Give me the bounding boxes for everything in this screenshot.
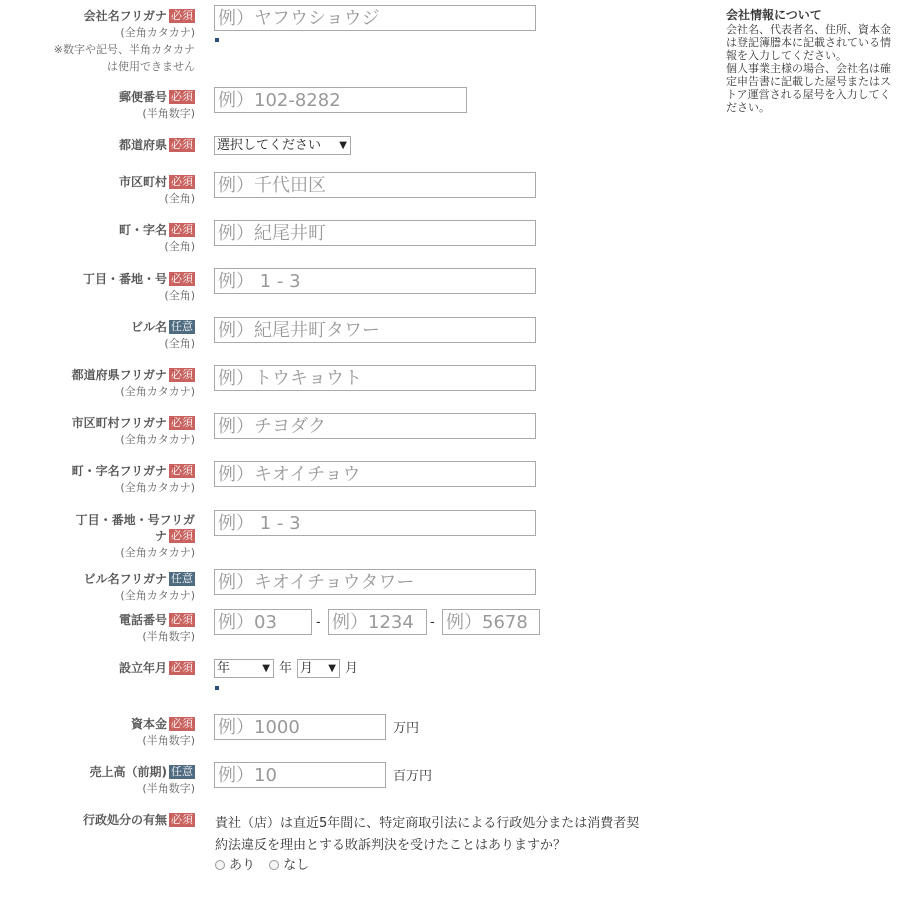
admin-penalty-question: 貴社（店）は直近5年間に、特定商取引法による行政処分または消費者契 約法違反を理由とする敗訴判決を受けたことはありますか？ [215, 816, 640, 853]
label-block-kana: 丁目・番地・号フリガ ナ 必須 (全角カタカナ) [75, 513, 195, 559]
radio-no[interactable]: なし [269, 858, 309, 873]
founded-month-select[interactable]: 月 ▼ [297, 659, 340, 678]
indicator-dot [215, 38, 219, 42]
label-postal: 郵便番号 必須 (半角数字) [118, 90, 195, 120]
phone-separator: - [316, 615, 321, 630]
required-badge: 必須 [171, 175, 193, 188]
label-building: ビル名 任意 (全角) [130, 320, 195, 350]
company-kana-input[interactable] [214, 5, 536, 31]
label-phone: 電話番号 必須 (半角数字) [118, 613, 195, 643]
chevron-down-icon: ▼ [339, 140, 347, 151]
required-badge: 必須 [171, 661, 193, 674]
city-input[interactable] [214, 172, 536, 198]
radio-circle-icon[interactable] [215, 860, 225, 870]
label-founded: 設立年月 必須 [118, 661, 193, 675]
capital-input[interactable] [214, 714, 386, 740]
postal-input[interactable] [214, 87, 467, 113]
required-badge: 必須 [171, 9, 193, 22]
required-badge: 必須 [171, 529, 193, 542]
required-badge: 必須 [171, 717, 193, 730]
label-capital: 資本金 必須 (半角数字) [130, 717, 195, 747]
label-admin-penalty: 行政処分の有無 必須 [82, 813, 193, 827]
phone-separator: - [430, 615, 435, 630]
capital-unit: 万円 [393, 721, 420, 736]
required-badge: 必須 [171, 813, 193, 826]
block-input[interactable] [214, 268, 536, 294]
chevron-down-icon: ▼ [328, 663, 336, 674]
label-city-kana: 市区町村フリガナ 必須 (全角カタカナ) [71, 416, 195, 446]
optional-badge: 任意 [171, 320, 193, 333]
town-input[interactable] [214, 220, 536, 246]
label-prefecture-kana: 都道府県フリガナ 必須 (全角カタカナ) [71, 368, 195, 398]
phone-middle-input[interactable] [328, 609, 427, 635]
phone-area-input[interactable] [214, 609, 312, 635]
founded-year-select[interactable]: 年 ▼ [214, 659, 274, 678]
sidebar-paragraph: 会社名、代表者名、住所、資本金は登記簿謄本に記載されている情報を入力してください。 [726, 23, 891, 62]
building-input[interactable] [214, 317, 536, 343]
label-town: 町・字名 必須 (全角) [118, 223, 195, 253]
sales-unit: 百万円 [393, 769, 433, 784]
building-kana-input[interactable] [214, 569, 536, 595]
radio-circle-icon[interactable] [269, 860, 279, 870]
town-kana-input[interactable] [214, 461, 536, 487]
required-badge: 必須 [171, 464, 193, 477]
label-town-kana: 町・字名フリガナ 必須 (全角カタカナ) [71, 464, 195, 494]
required-badge: 必須 [171, 416, 193, 429]
required-badge: 必須 [171, 223, 193, 236]
month-unit: 月 [345, 661, 359, 676]
block-kana-input[interactable] [214, 510, 536, 536]
year-unit: 年 [279, 661, 293, 676]
admin-penalty-options [215, 858, 309, 874]
optional-badge: 任意 [171, 765, 193, 778]
required-badge: 必須 [171, 272, 193, 285]
prefecture-kana-input[interactable] [214, 365, 536, 391]
sidebar-paragraph: 個人事業主様の場合、会社名は確定申告書に記載した屋号またはストア運営される屋号を入力してください。 [726, 62, 891, 114]
required-badge: 必須 [171, 138, 193, 151]
optional-badge: 任意 [171, 572, 193, 585]
sidebar-info [726, 9, 900, 114]
label-city: 市区町村 必須 (全角) [118, 175, 195, 205]
chevron-down-icon: ▼ [262, 663, 270, 674]
label-prefecture: 都道府県 必須 [118, 138, 193, 152]
label-building-kana: ビル名フリガナ 任意 (全角カタカナ) [83, 572, 195, 602]
sidebar-title: 会社情報について [726, 8, 822, 22]
label-sales: 売上高（前期) 任意 (半角数字) [89, 765, 195, 795]
prefecture-select[interactable]: 選択してください ▼ [214, 136, 351, 155]
required-badge: 必須 [171, 90, 193, 103]
radio-yes[interactable]: あり [215, 858, 255, 873]
phone-last-input[interactable] [442, 609, 540, 635]
indicator-dot [215, 686, 219, 690]
required-badge: 必須 [171, 368, 193, 381]
label-block: 丁目・番地・号 必須 (全角) [82, 272, 195, 302]
required-badge: 必須 [171, 613, 193, 626]
sales-input[interactable] [214, 762, 386, 788]
city-kana-input[interactable] [214, 413, 536, 439]
label-company-kana: 会社名フリガナ 必須 (全角カタカナ) ※数字や記号、半角カタカナ は使用できません [53, 9, 195, 73]
